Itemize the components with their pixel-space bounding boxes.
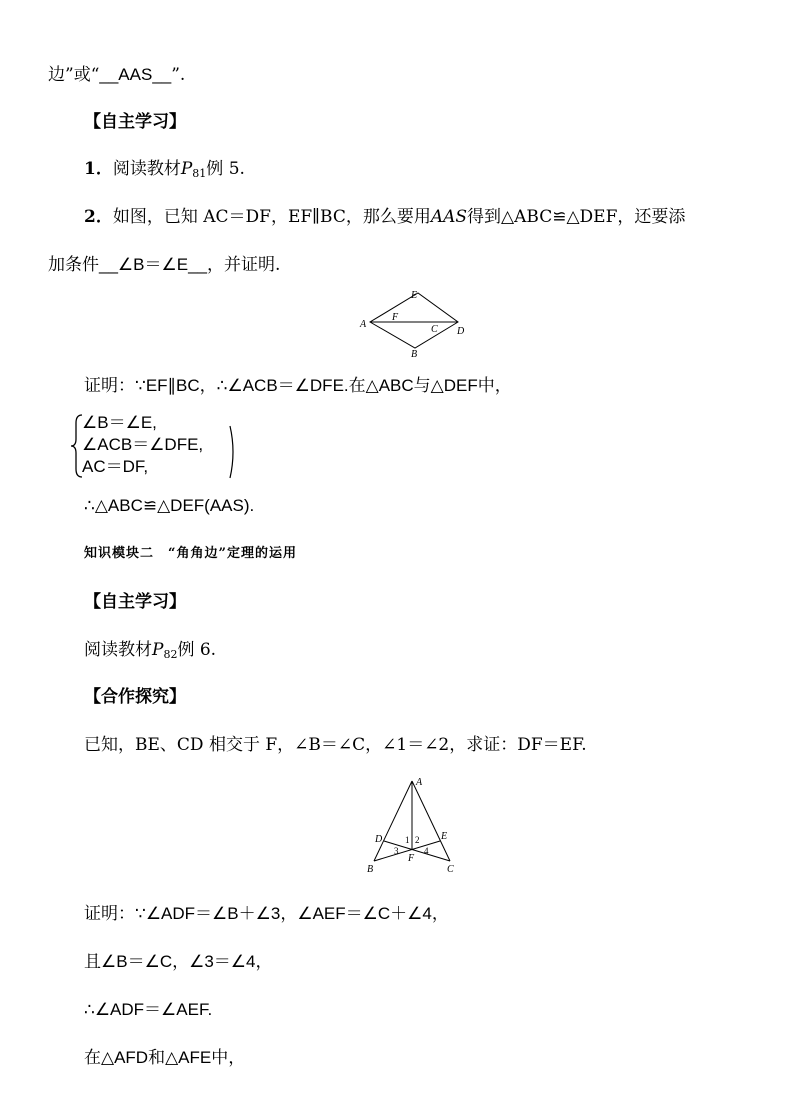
text-segment: ，并证明. [206, 255, 281, 275]
item-number: 1． [84, 159, 113, 179]
label-angle-1: 1 [405, 835, 410, 845]
item-2-line2 [48, 254, 280, 276]
page-letter: P [152, 640, 164, 660]
label-angle-3: 3 [394, 846, 399, 856]
right-paren [228, 424, 238, 480]
proof1-conclusion: ∴△ABC≌△DEF(AAS). [84, 496, 255, 515]
proof2-line2: 且∠B＝∠C，∠3＝∠4， [84, 952, 273, 971]
proof1-cond3: AC＝DF, [82, 457, 149, 476]
label-angle-4: 4 [424, 846, 429, 856]
answer-condition: __∠B＝∠E__ [99, 255, 207, 274]
text-segment: 阅读教材 [84, 640, 152, 660]
top-line [48, 64, 185, 86]
cooperative-heading: 【合作探究】 [84, 687, 186, 707]
answer-aas: __AAS__ [99, 65, 172, 84]
label-c: C [431, 324, 438, 335]
item-1 [84, 158, 245, 185]
label-angle-2: 2 [415, 835, 420, 845]
text-segment: 例 5. [206, 159, 245, 179]
label-e: E [441, 831, 448, 842]
figure-triangles-1 [350, 284, 480, 364]
text-segment: 加条件 [48, 255, 99, 275]
label-c: C [447, 864, 454, 875]
text-segment: 得到△ABC≌△DEF，还要添 [467, 207, 686, 227]
text-segment: ”. [171, 65, 186, 85]
label-a: A [360, 319, 367, 330]
text-segment: 例 6. [177, 640, 217, 660]
proof1-line1: 证明：∵EF∥BC，∴∠ACB＝∠DFE.在△ABC与△DEF中， [84, 376, 512, 395]
item-number: 2． [84, 207, 113, 227]
page-number: 81 [192, 167, 207, 180]
label-b: B [367, 864, 374, 875]
proof2-line4: 在△AFD和△AFE中， [84, 1048, 246, 1067]
self-study-heading: 【自主学习】 [84, 112, 186, 132]
page-letter: P [180, 159, 193, 179]
label-d: D [457, 326, 465, 337]
item-2-line1 [84, 206, 685, 228]
module-2-title: 知识模块二 “角角边”定理的运用 [84, 546, 297, 561]
proof2-line3: ∴∠ADF＝∠AEF. [84, 1000, 213, 1019]
page-number: 82 [163, 648, 178, 661]
text-segment: 如图，已知 AC＝DF，EF∥BC，那么要用 [112, 207, 431, 227]
figure-triangles-2 [360, 773, 470, 878]
self-study-heading-2: 【自主学习】 [84, 592, 186, 612]
label-f: F [392, 312, 399, 323]
text-segment: 阅读教材 [112, 159, 181, 179]
label-f: F [408, 853, 415, 864]
problem-statement: 已知，BE、CD 相交于 F，∠B＝∠C，∠1＝∠2，求证：DF＝EF. [84, 735, 587, 755]
text-segment: 边”或“ [48, 65, 100, 85]
proof1-cond2: ∠ACB＝∠DFE, [82, 435, 204, 454]
label-d: D [375, 834, 383, 845]
read-instruction [84, 639, 216, 666]
aas-term: AAS [430, 207, 468, 227]
proof1-cond1: ∠B＝∠E, [82, 413, 157, 432]
label-b: B [411, 349, 418, 360]
label-e: E [411, 290, 418, 301]
proof2-line1: 证明：∵∠ADF＝∠B＋∠3，∠AEF＝∠C＋∠4， [84, 904, 449, 923]
label-a: A [416, 777, 423, 788]
